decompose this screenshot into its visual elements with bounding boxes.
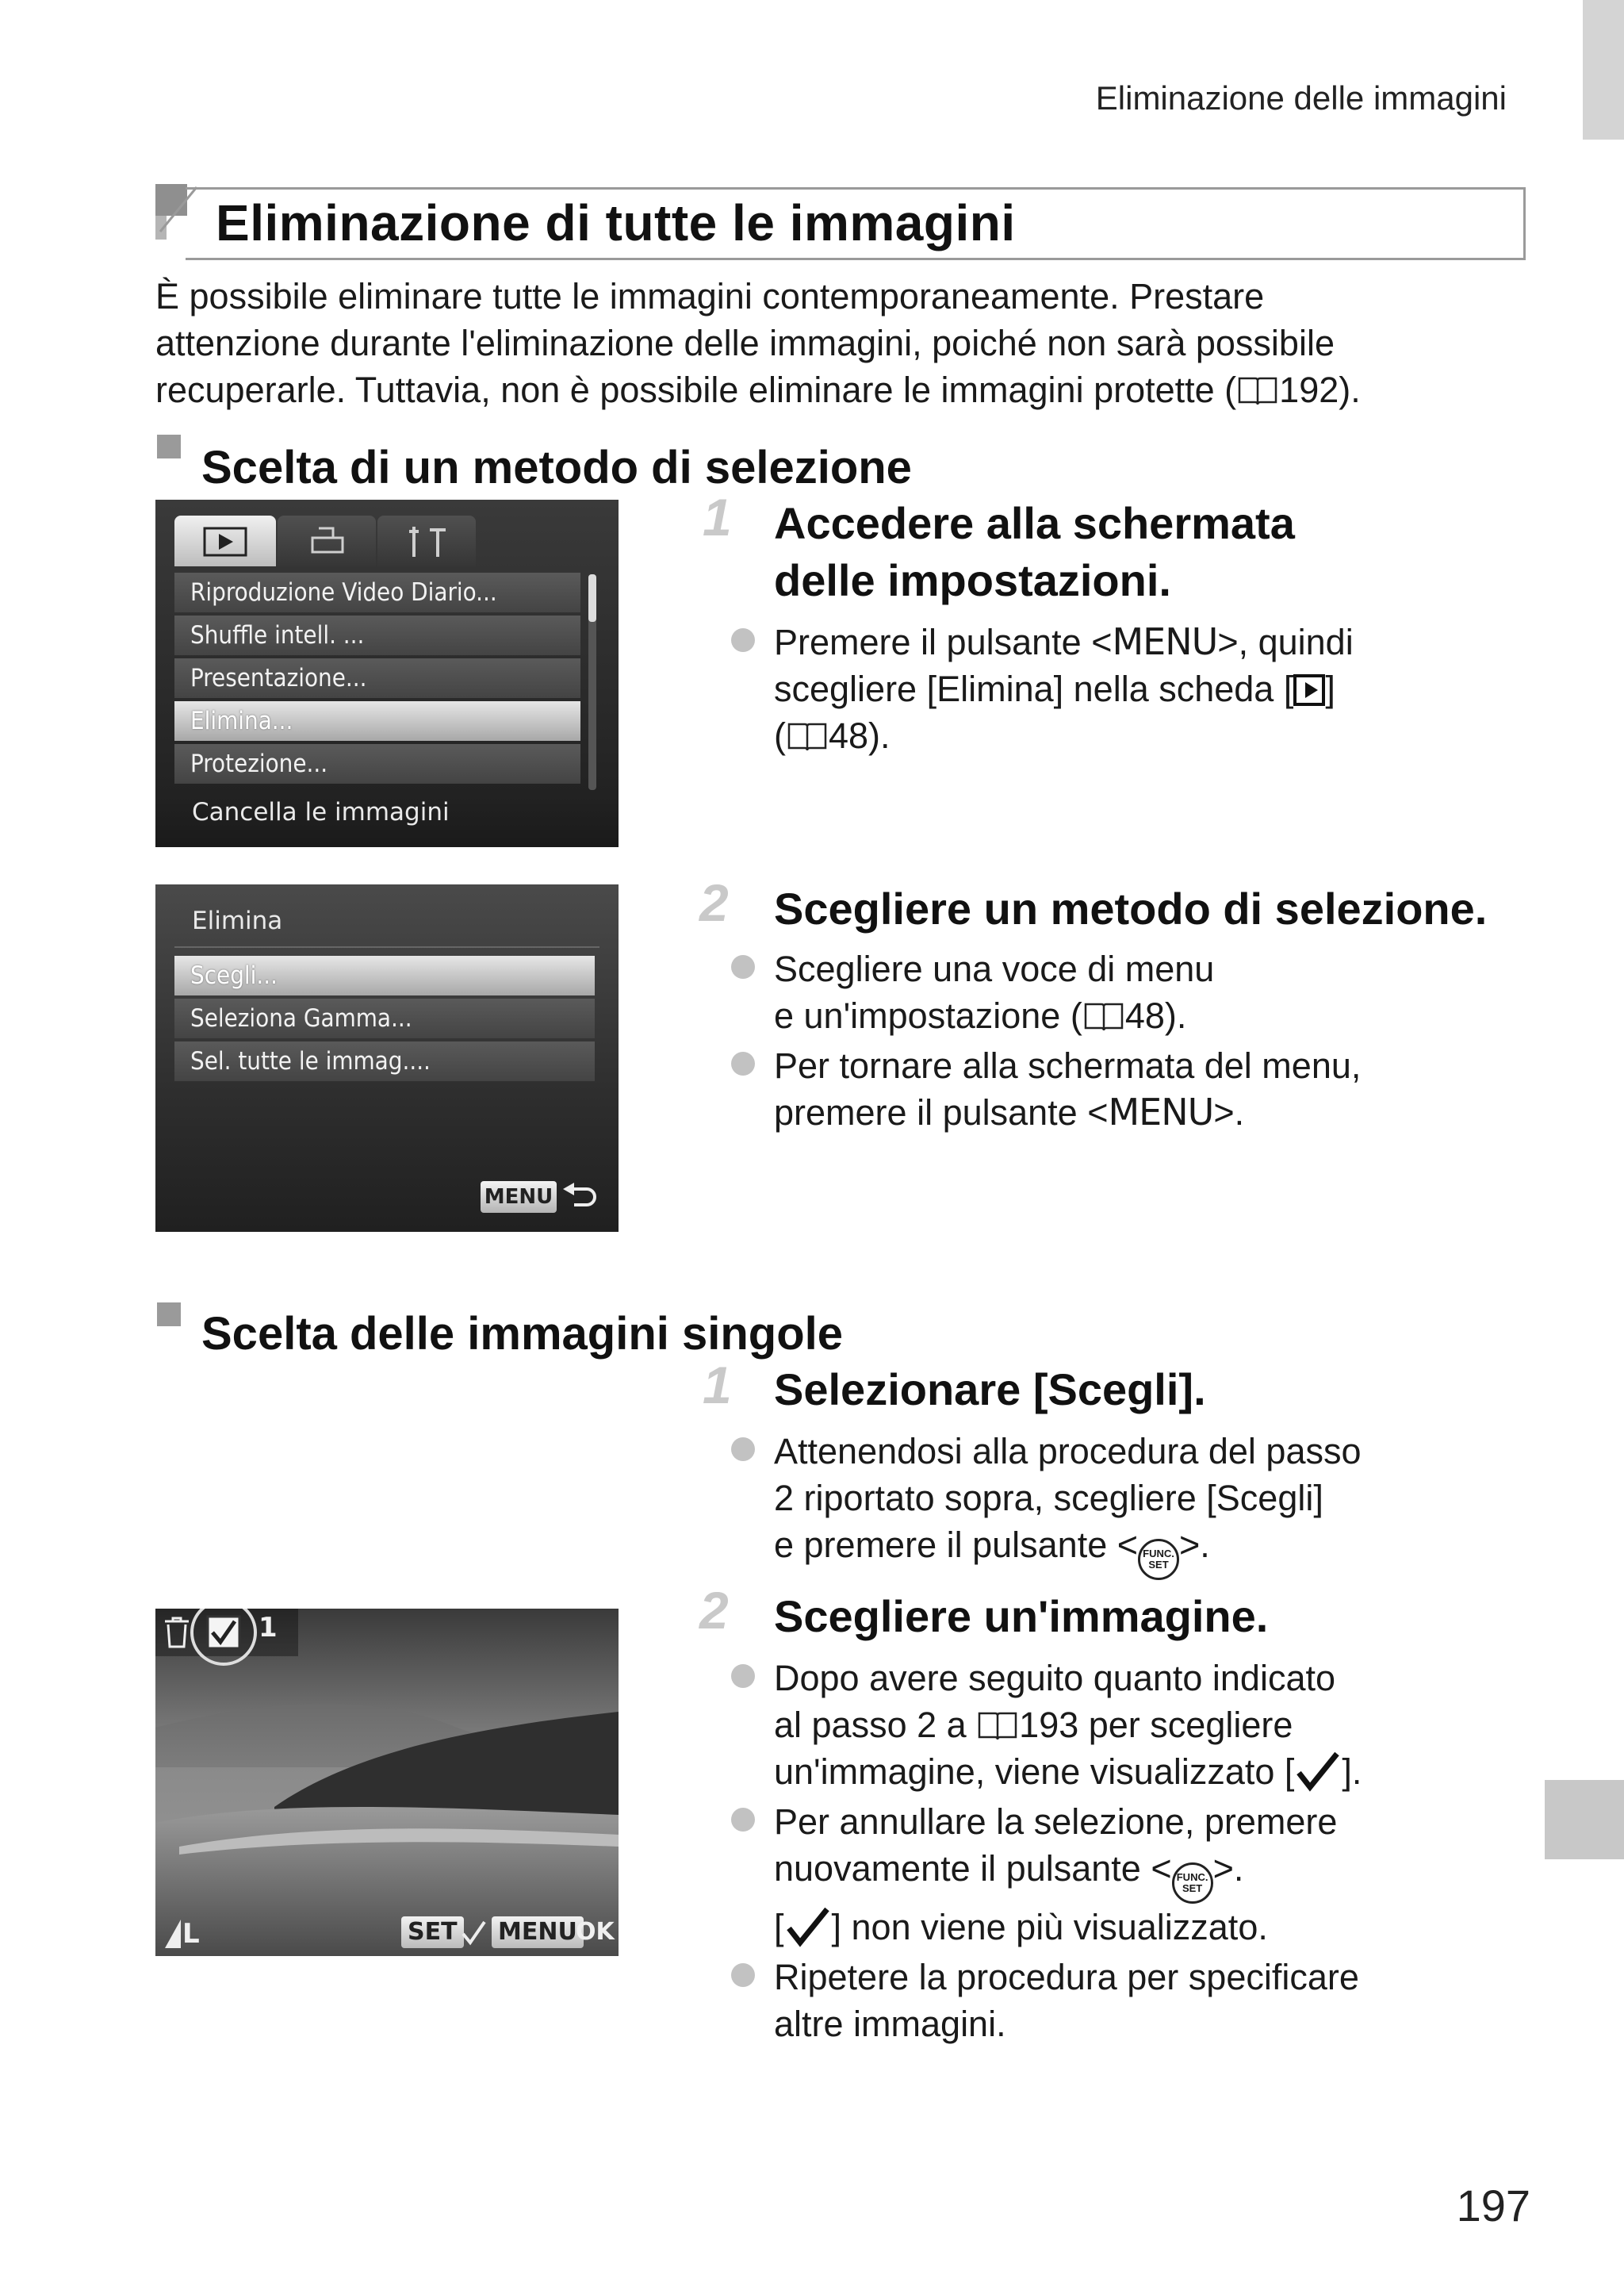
- bullet-text-part: >, quindi: [1217, 622, 1354, 662]
- bullet-item: [731, 1042, 1556, 1136]
- screen-divider: [174, 946, 599, 948]
- func-set-label: SET: [1182, 1882, 1203, 1894]
- menu-back-button-label: MENU: [481, 1181, 557, 1213]
- menu-item-selected: Scegli...: [174, 956, 595, 995]
- bullet-text-part: Premere il pulsante <: [774, 622, 1113, 662]
- tab-playback: [174, 516, 276, 566]
- bullet-icon: [731, 1963, 755, 1987]
- menu-button-label: MENU: [1112, 620, 1218, 663]
- menu-button-label: MENU: [1108, 1091, 1214, 1133]
- intro-paragraph: [155, 273, 1519, 413]
- bullet-text: [774, 946, 1214, 1039]
- bullet-icon: [731, 1052, 755, 1076]
- camera-screen-play-menu: [155, 500, 619, 847]
- section2-heading: Scelta delle immagini singole: [201, 1308, 844, 1360]
- bullet-icon: [731, 1664, 755, 1688]
- running-header: Eliminazione delle immagini: [1095, 79, 1507, 117]
- menu-button-label: MENU: [492, 1916, 584, 1948]
- bullet-text-part: scegliere [Elimina] nella scheda [: [774, 669, 1294, 709]
- bullet-text-part: [: [774, 1907, 784, 1947]
- camera-screen-photo: [155, 1609, 619, 1956]
- func-set-label: FUNC.: [1143, 1548, 1174, 1559]
- bullet-line: Ripetere la procedura per specificare: [774, 1957, 1359, 1997]
- checkmark-icon: [1294, 1751, 1342, 1792]
- bullet-line: Per tornare alla schermata del menu,: [774, 1045, 1362, 1086]
- section1-heading: Scelta di un metodo di selezione: [201, 442, 912, 493]
- menu-item: Seleziona Gamma...: [174, 999, 595, 1038]
- bullet-text: [774, 1655, 1362, 1795]
- step-number: 1: [703, 1356, 732, 1414]
- bullet-line: Attenendosi alla procedura del passo: [774, 1431, 1362, 1471]
- bullet-line: Dopo avere seguito quanto indicato: [774, 1658, 1336, 1698]
- bullet-text-part: nuovamente il pulsante <: [774, 1848, 1172, 1889]
- menu-item: Riproduzione Video Diario...: [174, 573, 580, 612]
- bullet-text-part: 48).: [829, 715, 891, 756]
- step-number: 1: [703, 488, 732, 547]
- print-icon: [309, 525, 346, 557]
- bullet-text: [774, 1042, 1361, 1136]
- chapter-edge-tab: [1545, 1780, 1624, 1859]
- image-size-label: L: [182, 1918, 200, 1950]
- set-button-label: SET: [401, 1916, 464, 1948]
- bullet-icon: [731, 1808, 755, 1832]
- bullet-line: Per annullare la selezione, premere: [774, 1801, 1338, 1842]
- bullet-text-part: >.: [1212, 1848, 1244, 1889]
- step-title-line: Accedere alla schermata: [774, 498, 1295, 548]
- bullet-text: [774, 1428, 1362, 1580]
- camera-screen-elimina: [155, 884, 619, 1232]
- menu-scroll-thumb: [588, 574, 596, 622]
- image-counter: 1: [259, 1612, 278, 1644]
- bullet-text-part: premere il pulsante <: [774, 1092, 1109, 1133]
- step-bullets: [731, 946, 1556, 1136]
- func-set-label: FUNC.: [1176, 1871, 1208, 1883]
- step-title: Scegliere un'immagine.: [774, 1591, 1269, 1641]
- subheading-marker-icon: [157, 435, 181, 458]
- bullet-icon: [731, 628, 755, 652]
- menu-item-selected: Elimina...: [174, 701, 580, 741]
- step-number: 2: [699, 1581, 729, 1640]
- bullet-text-part: >.: [1179, 1525, 1210, 1565]
- page-number: 197: [1456, 2181, 1530, 2231]
- bullet-text: [774, 1798, 1337, 1951]
- intro-text: recuperarle. Tuttavia, non è possibile eliminare le immagini protette (: [155, 370, 1237, 410]
- step-number: 2: [699, 873, 729, 932]
- bullet-text-part: un'immagine, viene visualizzato [: [774, 1751, 1295, 1792]
- bullet-icon: [731, 955, 755, 979]
- tab-settings: [377, 516, 476, 566]
- func-set-button-icon: [1172, 1862, 1213, 1904]
- playback-tab-icon: [1293, 674, 1325, 706]
- bullet-text-part: ] non viene più visualizzato.: [831, 1907, 1268, 1947]
- bullet-line: Scegliere una voce di menu: [774, 949, 1215, 989]
- func-set-label: SET: [1148, 1559, 1169, 1571]
- bullet-item: [731, 1655, 1556, 1795]
- checkmark-icon: [784, 1906, 832, 1947]
- bullet-line: altre immagini.: [774, 2004, 1006, 2044]
- func-set-button-icon: [1138, 1539, 1179, 1580]
- step-title: Scegliere un metodo di selezione.: [774, 884, 1488, 934]
- book-reference-icon: [786, 721, 829, 753]
- intro-line: [155, 366, 1519, 413]
- book-reference-icon: [1236, 375, 1279, 407]
- menu-tabbar: [174, 516, 477, 566]
- bullet-text-part: ].: [1342, 1751, 1362, 1792]
- step-title: Selezionare [Scegli].: [774, 1364, 1206, 1414]
- playback-icon: [203, 527, 247, 557]
- bullet-text-part: 193 per scegliere: [1019, 1705, 1293, 1745]
- page-edge-tab: [1583, 0, 1624, 140]
- menu-item: Shuffle intell. ...: [174, 616, 580, 655]
- screen-title: Elimina: [192, 907, 283, 935]
- bullet-text-part: (: [774, 715, 786, 756]
- checkmark-highlight-icon: [187, 1609, 263, 1682]
- bullet-text: [774, 1954, 1359, 2047]
- step-bullets: [731, 619, 1556, 759]
- intro-ref-page: 192).: [1279, 370, 1361, 410]
- bullet-text: [774, 619, 1354, 759]
- intro-line: È possibile eliminare tutte le immagini contemporaneamente. Prestare: [155, 276, 1265, 316]
- quality-icon: [165, 1920, 182, 1948]
- check-icon: [460, 1920, 487, 1947]
- bullet-item: [731, 1798, 1556, 1951]
- menu-item: Presentazione...: [174, 658, 580, 698]
- bullet-item: [731, 1428, 1556, 1580]
- step-title-line: delle impostazioni.: [774, 555, 1171, 605]
- bullet-text-part: ]: [1325, 669, 1335, 709]
- bullet-item: [731, 946, 1556, 1039]
- bullet-text-part: 48).: [1124, 995, 1187, 1036]
- intro-line: attenzione durante l'eliminazione delle immagini, poiché non sarà possibile: [155, 323, 1335, 363]
- ok-label: OK: [576, 1918, 615, 1946]
- bullet-text-part: >.: [1213, 1092, 1245, 1133]
- bullet-item: [731, 619, 1556, 759]
- bullet-icon: [731, 1437, 755, 1461]
- subheading-marker-icon: [157, 1302, 181, 1326]
- step-bullets: [731, 1428, 1556, 1580]
- book-reference-icon: [976, 1710, 1019, 1742]
- bullet-text-part: e premere il pulsante <: [774, 1525, 1139, 1565]
- step-bullets: [731, 1655, 1556, 2047]
- screen-caption: Cancella le immagini: [192, 798, 450, 827]
- menu-item: Protezione...: [174, 744, 580, 784]
- tab-print: [278, 516, 376, 566]
- bullet-text-part: e un'impostazione (: [774, 995, 1082, 1036]
- menu-item: Sel. tutte le immag....: [174, 1041, 595, 1081]
- bullet-item: [731, 1954, 1556, 2047]
- bullet-line: 2 riportato sopra, scegliere [Scegli]: [774, 1478, 1323, 1518]
- page-title: Eliminazione di tutte le immagini: [216, 194, 1016, 251]
- bullet-text-part: al passo 2 a: [774, 1705, 977, 1745]
- step-title: [774, 495, 1295, 609]
- return-arrow-icon: [561, 1183, 599, 1211]
- book-reference-icon: [1082, 1001, 1125, 1033]
- settings-icon: [406, 525, 449, 558]
